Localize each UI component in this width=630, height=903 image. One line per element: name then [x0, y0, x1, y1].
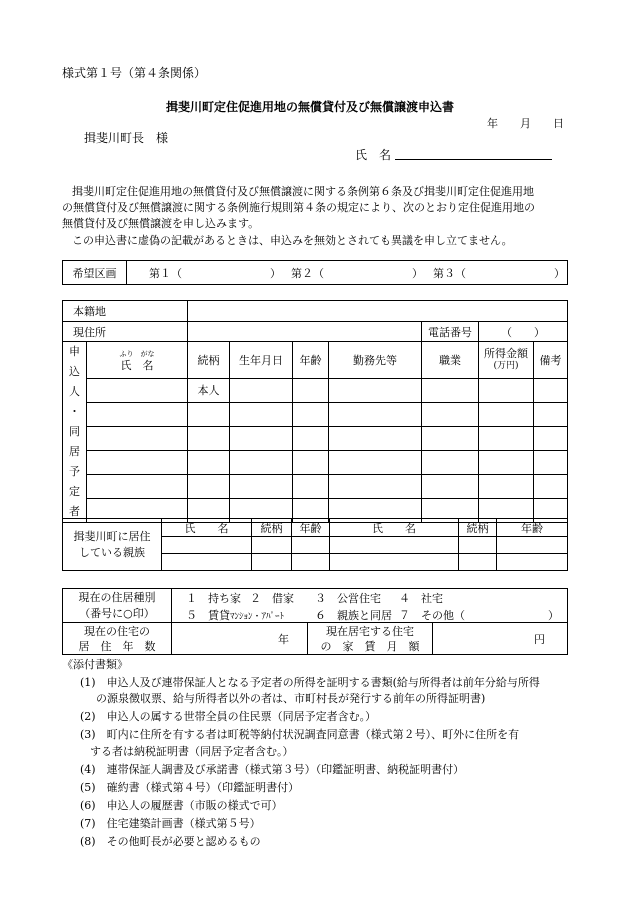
housing-opt-6[interactable]: ６ 親族と同居: [315, 609, 392, 622]
desired-area-table: [62, 260, 568, 285]
address-field[interactable]: [188, 322, 422, 342]
relatives-table: [62, 518, 568, 571]
housing-opt-7-close: ）: [548, 609, 559, 622]
choice-3[interactable]: 第３（ ）: [433, 266, 565, 280]
relative-relation-header-2: 続柄: [459, 519, 497, 537]
residence-years-field[interactable]: 年: [172, 623, 308, 655]
housing-opt-5[interactable]: ５ 賃貸ﾏﾝｼｮﾝ・ｱﾊﾟｰﾄ: [186, 609, 285, 622]
relatives-label: 揖斐川町に居住 している親族: [63, 519, 162, 571]
housing-opt-3[interactable]: ３ 公営住宅: [315, 592, 381, 605]
body-paragraph-line3: 無償貸付及び無償譲渡を申し込みます。: [62, 217, 260, 230]
notes-header: 備考: [534, 342, 568, 379]
relative-name-header-2: 氏 名: [330, 519, 459, 537]
addressee: 揖斐川町長 様: [84, 131, 169, 145]
name-header: ふり がな 氏 名: [87, 342, 188, 379]
desired-area-label: 希望区画: [63, 261, 127, 285]
age-header: 年齢: [293, 342, 329, 379]
applicant-table: [62, 300, 568, 523]
address-label: 現住所: [63, 322, 188, 342]
monthly-rent-field[interactable]: 円: [433, 623, 568, 655]
residence-years-label: 現在の住宅の 居 住 年 数: [63, 623, 172, 655]
form-number: 様式第１号（第４条関係）: [62, 66, 207, 80]
table-row: [63, 402, 568, 426]
relative-age-header: 年齢: [292, 519, 330, 537]
birthdate-header: 生年月日: [230, 342, 293, 379]
attachment-item: (6) 申込人の履歴書（市販の様式で可）: [80, 799, 283, 812]
table-row: [63, 450, 568, 474]
table-row: [63, 426, 568, 450]
attachment-item: (1) 申込人及び連帯保証人となる予定者の所得を証明する書類(給与所得者は前年分給与所得: [80, 676, 540, 689]
applicant-name-label: 氏 名: [355, 148, 392, 162]
relative-age-header-2: 年齢: [497, 519, 568, 537]
housing-opt-2[interactable]: ２ 借家: [250, 592, 294, 605]
table-row: [63, 378, 568, 402]
choice-1[interactable]: 第１（ ）: [149, 266, 281, 280]
attachment-item: (4) 連帯保証人調書及び承諾書（様式第３号）（印鑑証明書、納税証明書付）: [80, 763, 465, 776]
attachment-item: の源泉徴収票、給与所得者以外の者は、市町村長が発行する前年の所得証明書): [96, 692, 486, 705]
attachments-title: 《添付書類》: [62, 658, 128, 671]
document-title: 揖斐川町定住促進用地の無償貸付及び無償譲渡申込書: [166, 100, 455, 114]
phone-field[interactable]: （ ）: [479, 322, 568, 342]
attachment-item: (7) 住宅建築計画書（様式第５号）: [80, 817, 261, 830]
desired-area-choices[interactable]: [127, 261, 568, 285]
housing-opt-7[interactable]: ７ その他（: [399, 609, 465, 622]
attachment-item: (3) 町内に住所を有する者は町税等納付状況調査同意書（様式第２号）、町外に住所を有: [80, 728, 520, 741]
body-paragraph-line2: の無償貸付及び無償譲渡に関する条例施行規則第４条の規定により、次のとおり定住促進用地の: [62, 201, 535, 214]
housing-type-label: 現在の住居種別 （番号に○印）: [63, 589, 172, 623]
housing-opt-1[interactable]: １ 持ち家: [186, 592, 241, 605]
choice-2[interactable]: 第２（ ）: [291, 266, 423, 280]
phone-label: 電話番号: [422, 322, 479, 342]
attachment-item: (5) 確約書（様式第４号）（印鑑証明書付）: [80, 781, 300, 794]
honseki-label: 本籍地: [63, 301, 188, 322]
date-field[interactable]: 年 月 日: [487, 117, 564, 130]
applicant-name-line[interactable]: [395, 159, 552, 160]
body-paragraph-2: この申込書に虚偽の記載があるときは、申込みを無効とされても異議を申し立てません。: [72, 234, 513, 247]
self-relation: 本人: [188, 378, 230, 402]
relation-header: 続柄: [188, 342, 230, 379]
housing-options: [172, 589, 568, 623]
body-paragraph-line1: 揖斐川町定住促進用地の無償貸付及び無償譲渡に関する条例第６条及び揖斐川町定住促進用地: [72, 185, 534, 198]
relative-relation-header: 続柄: [252, 519, 292, 537]
applicant-side-label: 申 込 人 ・ 同 居 予 定 者: [63, 342, 87, 523]
attachment-item: (2) 申込人の属する世帯全員の住民票（同居予定者含む。）: [80, 710, 377, 723]
relative-name-header: 氏 名: [162, 519, 252, 537]
occupation-header: 職業: [422, 342, 479, 379]
attachment-item: (8) その他町長が必要と認めるもの: [80, 835, 261, 848]
attachment-item: する者は納税証明書（同居予定者含む。）: [90, 745, 294, 758]
table-row: [63, 474, 568, 498]
honseki-field[interactable]: [188, 301, 568, 322]
income-header: 所得金額 (万円): [479, 342, 534, 379]
monthly-rent-label: 現在居宅する住宅 の 家 賃 月 額: [308, 623, 433, 655]
housing-table: [62, 588, 568, 655]
workplace-header: 勤務先等: [329, 342, 422, 379]
housing-opt-4[interactable]: ４ 社宅: [399, 592, 443, 605]
